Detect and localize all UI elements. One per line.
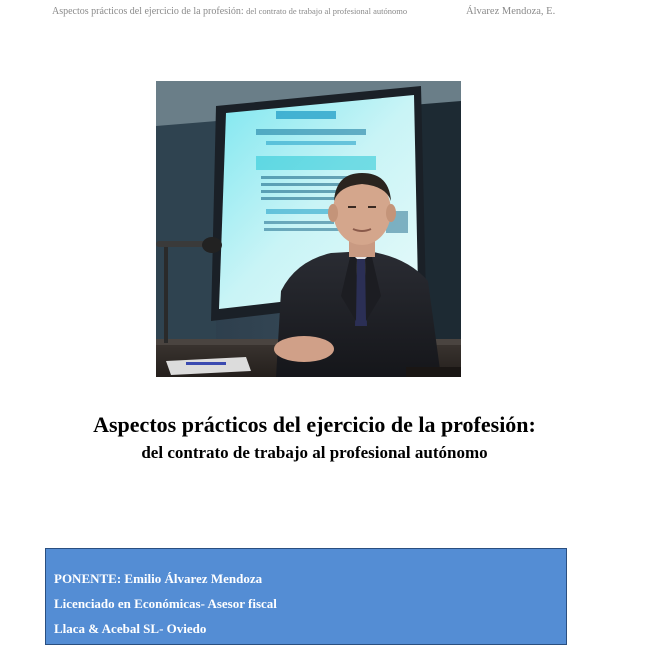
running-header-title: Aspectos prácticos del ejercicio de la profesión: xyxy=(52,6,244,17)
speaker-info-box xyxy=(45,548,567,645)
running-header xyxy=(52,6,572,17)
speaker-name: PONENTE: Emilio Álvarez Mendoza xyxy=(54,571,263,586)
document-subtitle: del contrato de trabajo al profesional autónomo xyxy=(141,443,488,462)
document-title: Aspectos prácticos del ejercicio de la profesión: xyxy=(93,412,536,437)
speaker-credentials: Licenciado en Económicas- Asesor fiscal xyxy=(54,596,277,611)
running-header-subtitle: del contrato de trabajo al profesional autónomo xyxy=(246,6,408,16)
speaker-company: Llaca & Acebal SL- Oviedo xyxy=(54,621,207,636)
running-header-author: Álvarez Mendoza, E. xyxy=(466,6,556,17)
speaker-photo xyxy=(156,81,461,377)
speaker-photo-icon xyxy=(156,81,461,377)
